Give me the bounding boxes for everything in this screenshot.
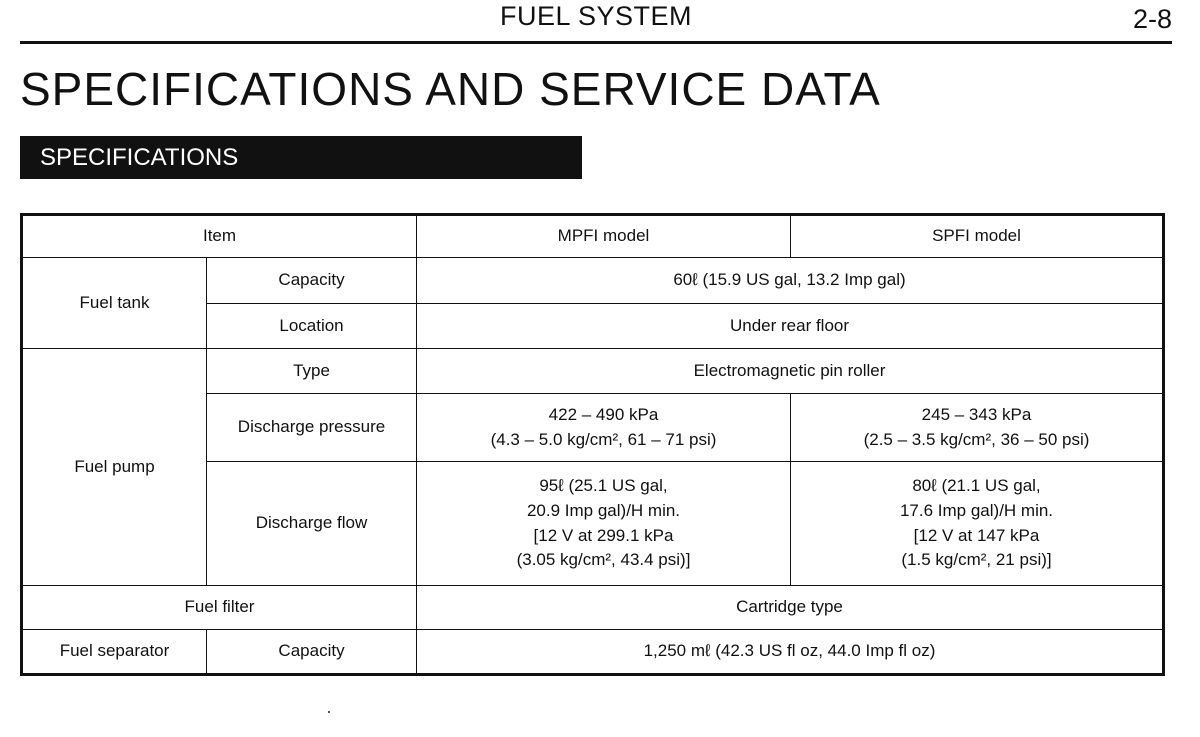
table-row [22,258,1164,304]
discharge-flow-spfi-line: 17.6 Imp gal)/H min. [899,500,1054,520]
fuel-separator-capacity-value: 1,250 mℓ (42.3 US fl oz, 44.0 Imp fl oz) [417,630,1164,675]
discharge-flow-mpfi [417,462,791,586]
table-header-row [22,215,1164,258]
fuel-pump-type-label: Type [207,349,417,394]
table-row [22,630,1164,675]
discharge-flow-spfi-line: 80ℓ (21.1 US gal, [912,476,1041,496]
discharge-pressure-spfi [791,394,1164,462]
discharge-pressure-spfi-line: 245 – 343 kPa [921,404,1032,424]
fuel-tank-capacity-label: Capacity [207,258,417,304]
section-name: FUEL SYSTEM [499,1,693,31]
discharge-flow-mpfi-line: 95ℓ (25.1 US gal, [539,476,668,496]
fuel-pump-label: Fuel pump [22,349,207,586]
page-title: SPECIFICATIONS AND SERVICE DATA [20,63,881,115]
header-spfi: SPFI model [791,215,1164,258]
fuel-pump-type-value: Electromagnetic pin roller [417,349,1164,394]
discharge-pressure-mpfi-line: 422 – 490 kPa [548,404,659,424]
page-speck [328,711,330,713]
fuel-tank-capacity-value: 60ℓ (15.9 US gal, 13.2 Imp gal) [417,258,1164,304]
discharge-pressure-mpfi [417,394,791,462]
fuel-tank-location-value: Under rear floor [417,304,1164,349]
discharge-flow-mpfi-line: (3.05 kg/cm², 43.4 psi)] [516,550,691,570]
fuel-filter-value: Cartridge type [417,586,1164,630]
table-row [22,586,1164,630]
header-item: Item [22,215,417,258]
running-header [20,0,1172,44]
specifications-table [20,213,1165,676]
discharge-flow-spfi [791,462,1164,586]
discharge-flow-mpfi-line: [12 V at 299.1 kPa [533,525,674,545]
discharge-flow-mpfi-line: 20.9 Imp gal)/H min. [526,500,681,520]
page-number: 2-8 [1132,4,1172,34]
fuel-tank-label: Fuel tank [22,258,207,349]
section-heading: SPECIFICATIONS [20,136,582,179]
discharge-pressure-mpfi-line: (4.3 – 5.0 kg/cm², 61 – 71 psi) [490,429,717,449]
discharge-flow-spfi-line: [12 V at 147 kPa [913,525,1040,545]
discharge-pressure-spfi-line: (2.5 – 3.5 kg/cm², 36 – 50 psi) [863,429,1090,449]
table-row [22,349,1164,394]
fuel-separator-capacity-label: Capacity [207,630,417,675]
discharge-pressure-label: Discharge pressure [207,394,417,462]
header-mpfi: MPFI model [417,215,791,258]
discharge-flow-label: Discharge flow [207,462,417,586]
discharge-flow-spfi-line: (1.5 kg/cm², 21 psi)] [901,550,1052,570]
fuel-filter-label: Fuel filter [22,586,417,630]
fuel-tank-location-label: Location [207,304,417,349]
fuel-separator-label: Fuel separator [22,630,207,675]
